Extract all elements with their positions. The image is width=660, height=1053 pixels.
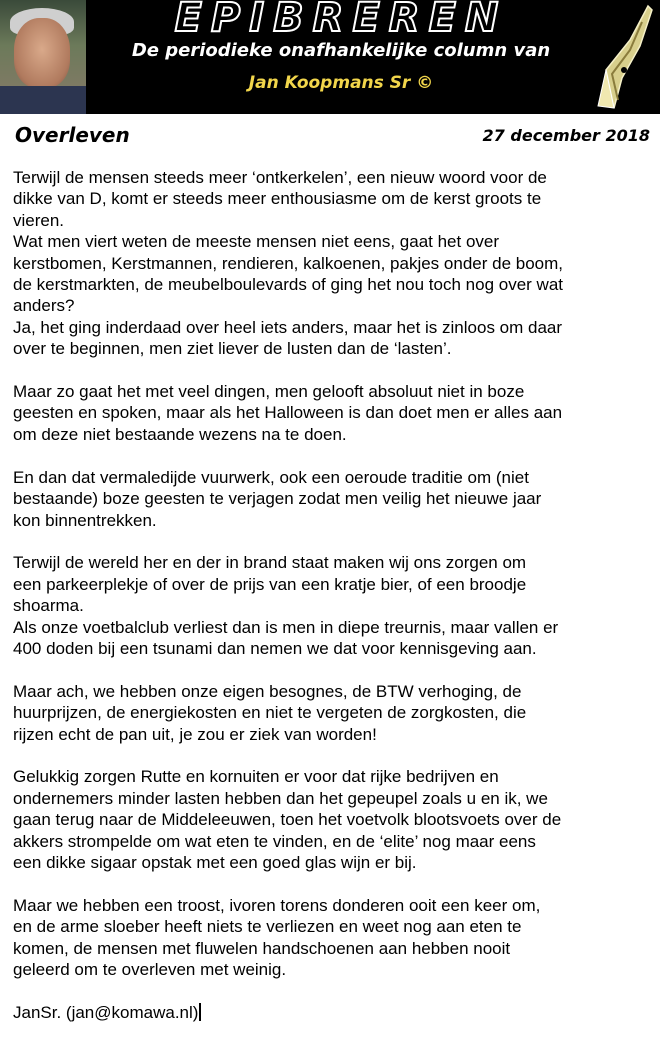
signature-line xyxy=(13,1002,653,1023)
article-blank-line xyxy=(13,659,653,680)
article-line: bestaande) boze geesten te verjagen zodat men veilig het nieuwe jaar xyxy=(13,489,542,509)
column-title: EPIBREREN xyxy=(174,0,508,41)
article-line: shoarma. xyxy=(13,596,84,616)
article-line: Ja, het ging inderdaad over heel iets anders, maar het is zinloos om daar xyxy=(13,317,563,337)
column-banner xyxy=(0,0,660,114)
column-subtitle: De periodieke onafhankelijke column van xyxy=(131,40,551,61)
article-line: Terwijl de mensen steeds meer ‘ontkerkelen’, een nieuw woord voor de xyxy=(13,168,547,187)
article-line: En dan dat vermaledijde vuurwerk, ook een oeroude traditie om (niet xyxy=(13,467,529,487)
article-blank-line xyxy=(13,745,653,766)
article-date: 27 december 2018 xyxy=(482,126,650,145)
article-blank-line xyxy=(13,873,653,894)
article-line: de kerstmarkten, de meubelboulevards of ging het nou toch nog over wat xyxy=(13,275,564,295)
article-line: anders? xyxy=(13,296,75,316)
article-line: Wat men viert weten de meeste mensen niet eens, gaat het over xyxy=(13,232,500,252)
author-signature-email[interactable]: JanSr. (jan@komawa.nl) xyxy=(13,1002,199,1022)
article-line: en de arme sloeber heeft niets te verliezen en weet nog aan eten te xyxy=(13,917,522,937)
text-cursor-icon xyxy=(199,1003,201,1021)
article-line: dikke van D, komt er steeds meer enthousiasme om de kerst groots te xyxy=(13,189,542,209)
author-face xyxy=(14,18,70,88)
article-line: Gelukkig zorgen Rutte en kornuiten er voor dat rijke bedrijven en xyxy=(13,767,499,787)
author-shirt xyxy=(0,86,86,114)
article-line: over te beginnen, men ziet liever de lusten dan de ‘lasten’. xyxy=(13,339,452,359)
article-line: komen, de mensen met fluwelen handschoenen aan hebben nooit xyxy=(13,938,511,958)
article-line: Terwijl de wereld her en der in brand staat maken wij ons zorgen om xyxy=(13,553,527,573)
article-blank-line xyxy=(13,531,653,552)
article-line: Maar we hebben een troost, ivoren torens donderen ooit een keer om, xyxy=(13,895,541,915)
article-line: huurprijzen, de energiekosten en niet te vergeten de zorgkosten, die xyxy=(13,703,527,723)
article-line: vieren. xyxy=(13,210,65,230)
article-line: kon binnentrekken. xyxy=(13,510,157,530)
author-photo xyxy=(0,0,86,114)
article-line: Maar ach, we hebben onze eigen besognes, de BTW verhoging, de xyxy=(13,681,522,701)
article-line: kerstbomen, Kerstmannen, rendieren, kalkoenen, pakjes onder de boom, xyxy=(13,253,563,273)
article-header xyxy=(0,120,660,152)
article-title: Overleven xyxy=(15,123,130,147)
article-line: een parkeerplekje of over de prijs van een kratje bier, of een broodje xyxy=(13,574,527,594)
fountain-pen-nib-icon xyxy=(596,0,660,114)
article-blank-line xyxy=(13,980,653,1001)
article-body xyxy=(13,167,653,1023)
article-line: rijzen echt de pan uit, je zou er ziek van worden! xyxy=(13,724,377,744)
article-line: 400 doden bij een tsunami dan nemen we dat voor kennisgeving aan. xyxy=(13,638,537,658)
article-line: akkers strompelde om wat eten te vinden, en de ‘elite’ nog maar eens xyxy=(13,831,536,851)
article-line: Als onze voetbalclub verliest dan is men in diepe treurnis, maar vallen er xyxy=(13,617,559,637)
article-line: geesten en spoken, maar als het Halloween is dan doet men er alles aan xyxy=(13,403,563,423)
article-blank-line xyxy=(13,360,653,381)
column-author: Jan Koopmans Sr © xyxy=(248,73,434,93)
article-line: gaan terug naar de Middeleeuwen, toen het voetvolk blootsvoets over de xyxy=(13,810,562,830)
article-line: Maar zo gaat het met veel dingen, men gelooft absoluut niet in boze xyxy=(13,382,525,402)
article-line: geleerd om te overleven met weinig. xyxy=(13,960,287,980)
article-line: om deze niet bestaande wezens na te doen. xyxy=(13,424,347,444)
article-blank-line xyxy=(13,445,653,466)
article-line: ondernemers minder lasten hebben dan het gepeupel zoals u en ik, we xyxy=(13,788,548,808)
article-line: een dikke sigaar opstak met een goed glas wijn er bij. xyxy=(13,853,417,872)
